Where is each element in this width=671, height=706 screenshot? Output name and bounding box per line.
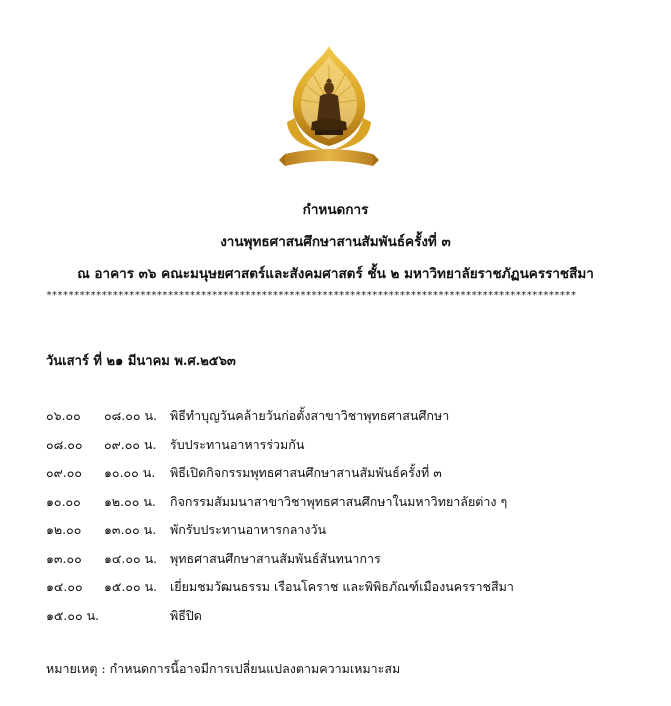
activity: กิจกรรมสัมมนาสาขาวิชาพุทธศาสนศึกษาในมหาวิทยาลัยต่าง ๆ bbox=[170, 493, 508, 509]
activity: พิธีทำบุญวันคล้ายวันก่อตั้งสาขาวิชาพุทธศาสนศึกษา bbox=[170, 408, 450, 423]
end-time: ๑๕.๐๐ น. bbox=[104, 579, 158, 594]
start-time: ๑๓.๐๐ bbox=[46, 550, 82, 566]
schedule-list bbox=[46, 406, 646, 634]
activity: พิธีเปิดกิจกรรมพุทธศาสนศึกษาสานสัมพันธ์ครั้งที่ ๓ bbox=[170, 465, 442, 480]
schedule-row bbox=[46, 606, 646, 635]
schedule-row bbox=[46, 406, 646, 435]
end-time: ๑๓.๐๐ น. bbox=[104, 522, 157, 537]
start-time: ๑๕.๐๐ น. bbox=[46, 607, 100, 623]
schedule-row bbox=[46, 520, 646, 549]
separator-line: ************************************************************************************************ bbox=[46, 290, 576, 301]
event-date: วันเสาร์ ที่ ๒๑ มีนาคม พ.ศ.๒๕๖๓ bbox=[46, 354, 236, 369]
activity: เยี่ยมชมวัฒนธรรม เรือนโคราช และพิพิธภัณฑ์เมืองนครราชสีมา bbox=[170, 579, 514, 594]
activity: รับประทานอาหารร่วมกัน bbox=[170, 436, 305, 452]
schedule-row bbox=[46, 435, 646, 464]
end-time: ๐๘.๐๐ น. bbox=[104, 408, 157, 423]
end-time: ๑๐.๐๐ น. bbox=[104, 465, 156, 480]
schedule-row bbox=[46, 463, 646, 492]
end-time: ๑๒.๐๐ น. bbox=[104, 493, 156, 509]
event-location: ณ อาคาร ๓๖ คณะมนุษยศาสตร์และสังคมศาสตร์ ชั้น ๒ มหาวิทยาลัยราชภัฏนครราชสีมา bbox=[77, 266, 594, 282]
schedule-row bbox=[46, 577, 646, 606]
start-time: ๑๔.๐๐ bbox=[46, 579, 83, 594]
activity: พักรับประทานอาหารกลางวัน bbox=[170, 522, 327, 537]
end-time: ๐๙.๐๐ น. bbox=[104, 436, 157, 452]
footnote: หมายเหตุ : กำหนดการนี้อาจมีการเปลี่ยนแปลงตามความเหมาะสม bbox=[46, 661, 401, 676]
schedule-title: กำหนดการ bbox=[302, 202, 369, 218]
activity: พิธีปิด bbox=[170, 607, 202, 623]
start-time: ๑๐.๐๐ bbox=[46, 493, 81, 509]
activity: พุทธศาสนศึกษาสานสัมพันธ์สันทนาการ bbox=[170, 550, 381, 566]
start-time: ๐๘.๐๐ bbox=[46, 436, 83, 452]
event-name: งานพุทธศาสนศึกษาสานสัมพันธ์ครั้งที่ ๓ bbox=[220, 234, 451, 250]
start-time: ๐๖.๐๐ bbox=[46, 408, 81, 423]
buddha-emblem-icon bbox=[279, 44, 379, 176]
start-time: ๐๙.๐๐ bbox=[46, 465, 83, 480]
schedule-row bbox=[46, 549, 646, 578]
end-time: ๑๔.๐๐ น. bbox=[104, 550, 158, 566]
schedule-row bbox=[46, 492, 646, 521]
start-time: ๑๒.๐๐ bbox=[46, 522, 82, 537]
